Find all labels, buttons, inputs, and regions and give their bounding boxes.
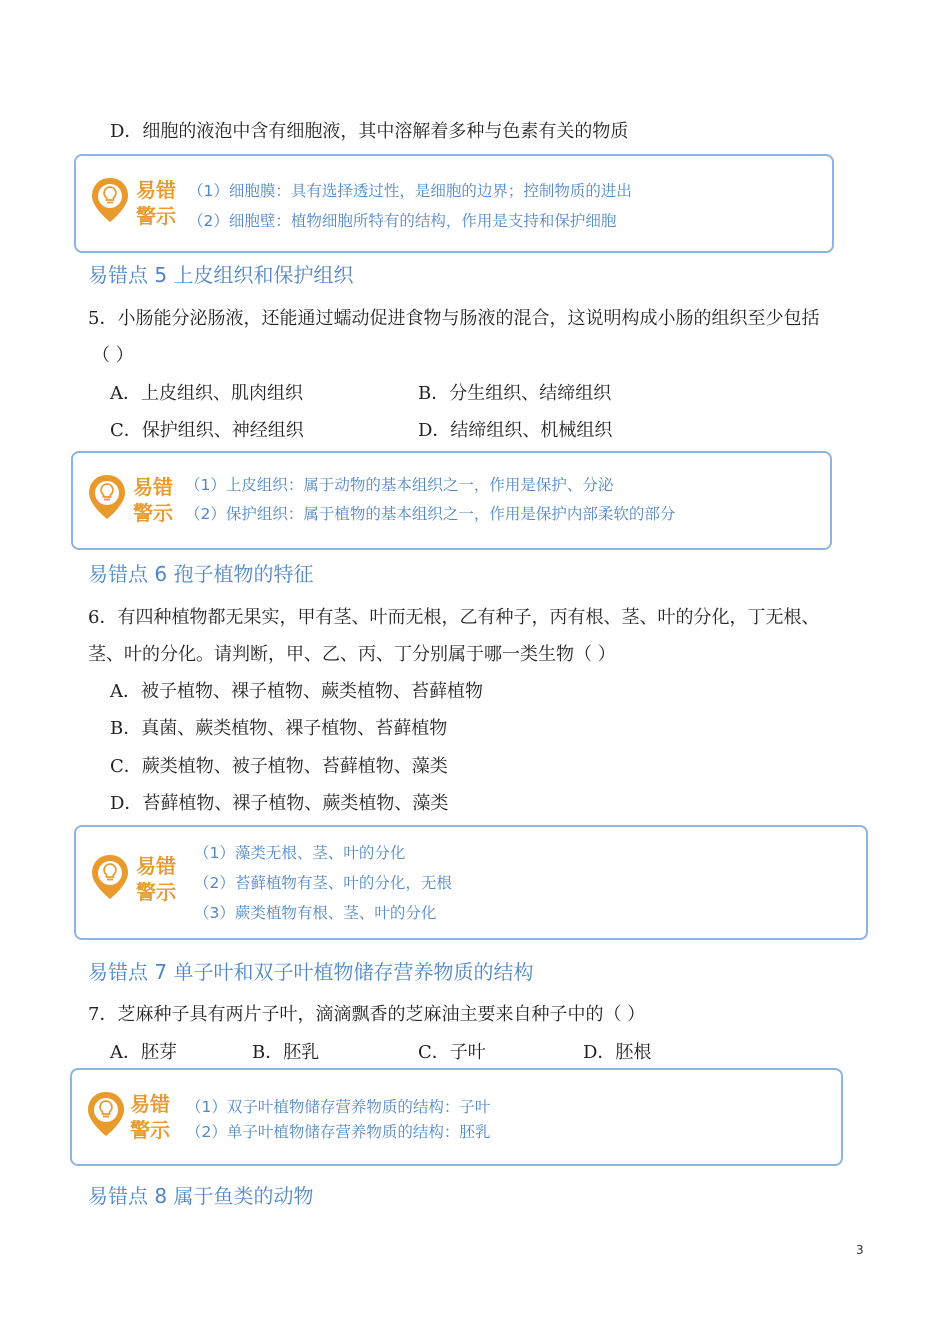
question-7-option-d: D．胚根 [583,1042,652,1063]
tip-line: （2）苔藓植物有茎、叶的分化，无根 [194,874,452,892]
tip-box-7 [70,1068,843,1166]
section-heading-7: 易错点 7 单子叶和双子叶植物储存营养物质的结构 [88,960,534,984]
tip-line: （1）细胞膜：具有选择透过性，是细胞的边界；控制物质的进出 [188,182,632,200]
tip-line: （2）单子叶植物储存营养物质的结构：胚乳 [186,1123,491,1141]
question-6-option-c: C．蕨类植物、被子植物、苔藓植物、藻类 [110,756,448,777]
tip-box-6 [74,825,868,940]
tip-line: （1）双子叶植物储存营养物质的结构：子叶 [186,1098,491,1116]
question-7-option-b: B．胚乳 [252,1042,320,1063]
lightbulb-pin-icon [90,176,130,224]
badge-title-1: 易错 [130,1092,170,1116]
badge-title-2: 警示 [136,204,176,228]
tip-line: （1）上皮组织：属于动物的基本组织之一，作用是保护、分泌 [185,476,614,494]
lightbulb-pin-icon [90,853,130,901]
badge-title-1: 易错 [136,178,176,202]
section-heading-6: 易错点 6 孢子植物的特征 [88,562,314,586]
question-6-stem-cont: 茎、叶的分化。请判断，甲、乙、丙、丁分别属于哪一类生物（ ） [88,644,616,665]
question-5-option-a: A．上皮组织、肌肉组织 [110,383,303,404]
badge-title-2: 警示 [136,880,176,904]
question-6-stem: 6．有四种植物都无果实，甲有茎、叶而无根，乙有种子，丙有根、茎、叶的分化，丁无根、 [88,607,820,628]
question-4-option-d: D．细胞的液泡中含有细胞液，其中溶解着多种与色素有关的物质 [110,121,629,142]
question-5-answer-blank: （ ） [92,345,134,366]
question-5-stem: 5．小肠能分泌肠液，还能通过蠕动促进食物与肠液的混合，这说明构成小肠的组织至少包括 [88,308,820,329]
badge-title-2: 警示 [133,501,173,525]
question-5-option-c: C．保护组织、神经组织 [110,420,304,441]
question-6-option-a: A．被子植物、裸子植物、蕨类植物、苔藓植物 [110,681,483,702]
badge-title-1: 易错 [133,475,173,499]
tip-box-5 [71,451,832,550]
tip-line: （2）细胞壁：植物细胞所特有的结构，作用是支持和保护细胞 [188,212,617,230]
tip-line: （3）蕨类植物有根、茎、叶的分化 [194,904,437,922]
question-5-option-b: B．分生组织、结缔组织 [418,383,612,404]
tip-line: （2）保护组织：属于植物的基本组织之一，作用是保护内部柔软的部分 [185,505,676,523]
section-heading-5: 易错点 5 上皮组织和保护组织 [88,263,354,287]
lightbulb-pin-icon [86,1090,126,1138]
tip-box-4 [74,154,834,253]
badge-title-1: 易错 [136,854,176,878]
question-5-option-d: D．结缔组织、机械组织 [418,420,613,441]
page-number: 3 [856,1243,864,1257]
question-6-option-d: D．苔藓植物、裸子植物、蕨类植物、藻类 [110,793,449,814]
tip-line: （1）藻类无根、茎、叶的分化 [194,844,406,862]
lightbulb-pin-icon [87,473,127,521]
badge-title-2: 警示 [130,1118,170,1142]
question-6-option-b: B．真菌、蕨类植物、裸子植物、苔藓植物 [110,718,448,739]
question-7-option-a: A．胚芽 [110,1042,177,1063]
section-heading-8: 易错点 8 属于鱼类的动物 [88,1184,314,1208]
question-7-option-c: C．子叶 [418,1042,486,1063]
question-7-stem: 7．芝麻种子具有两片子叶，滴滴飘香的芝麻油主要来自种子中的（ ） [88,1004,646,1025]
